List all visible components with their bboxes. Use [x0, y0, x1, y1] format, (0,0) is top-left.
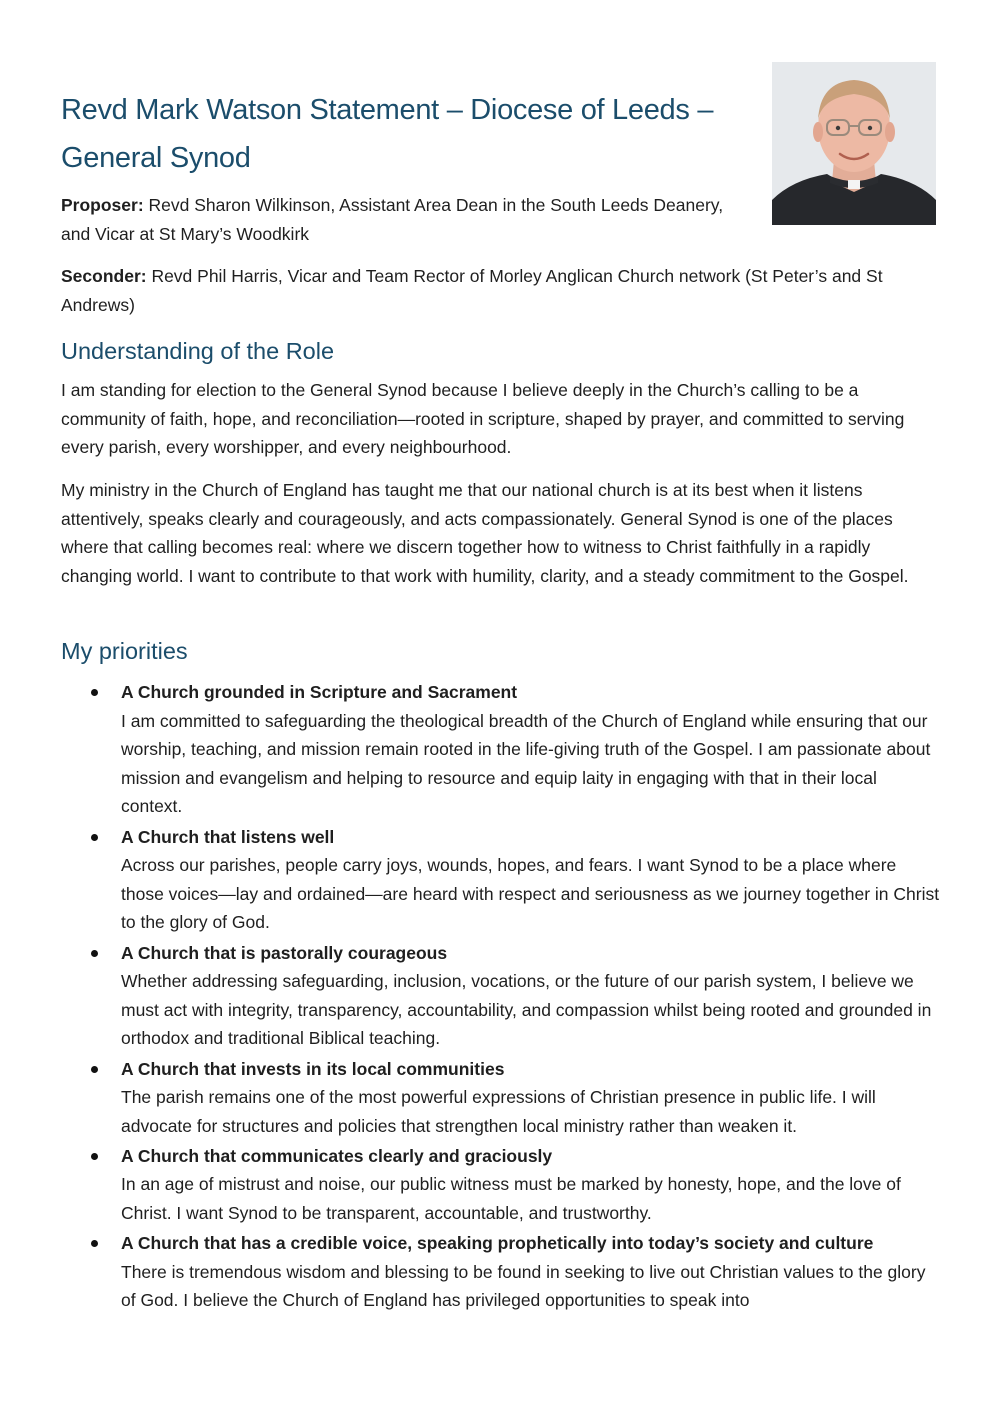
bullet-icon — [91, 1240, 98, 1247]
priority-text: Whether addressing safeguarding, inclusion, vocations, or the future of our parish system, I believe we must act with integrity, transparency, accountability, and compassion whilst being rooted and grounded in orthodox and traditional Biblical teaching. — [121, 971, 932, 1049]
priority-title: A Church that communicates clearly and graciously — [121, 1145, 553, 1166]
priority-item — [61, 823, 941, 937]
priority-text: The parish remains one of the most powerful expressions of Christian presence in public life. I will advocate for structures and policies that strengthen local ministry rather than weaken it. — [121, 1087, 876, 1136]
priorities-heading: My priorities — [61, 638, 188, 664]
portrait-image — [772, 62, 936, 225]
proposer-label: Proposer: — [61, 195, 144, 215]
bullet-icon — [91, 1153, 98, 1160]
proposer-text: Revd Sharon Wilkinson, Assistant Area Dean in the South Leeds Deanery, and Vicar at St Mary’s Woodkirk — [61, 195, 724, 244]
bullet-icon — [91, 1066, 98, 1073]
priority-item — [61, 1055, 941, 1141]
seconder-label: Seconder: — [61, 266, 147, 286]
bullet-icon — [91, 950, 98, 957]
priority-text: There is tremendous wisdom and blessing to be found in seeking to live out Christian values to the glory of God. I believe the Church of England has privileged opportunities to speak into — [121, 1261, 926, 1311]
priority-title: A Church that invests in its local communities — [121, 1058, 505, 1079]
priority-text: In an age of mistrust and noise, our public witness must be marked by honesty, hope, and the love of Christ. I want Synod to be transparent, accountable, and trustworthy. — [121, 1174, 901, 1224]
priority-item — [61, 1142, 941, 1228]
priority-item — [61, 1229, 941, 1315]
bullet-icon — [91, 834, 98, 841]
page-title: Revd Mark Watson Statement – Diocese of Leeds – General Synod — [61, 94, 714, 174]
priority-title: A Church grounded in Scripture and Sacrament — [121, 682, 518, 702]
priority-text: Across our parishes, people carry joys, wounds, hopes, and fears. I want Synod to be a place where those voices—lay and ordained—are heard with respect and seriousness as we journey together in Christ to the glory of God. — [121, 855, 940, 933]
priority-item — [61, 678, 941, 821]
portrait-photo — [772, 62, 936, 225]
proposer-line — [61, 191, 741, 248]
priority-title: A Church that is pastorally courageous — [121, 942, 448, 963]
priority-title: A Church that listens well — [121, 826, 335, 847]
bullet-icon — [91, 689, 98, 696]
priority-text: I am committed to safeguarding the theological breadth of the Church of England while ensuring that our worship, teaching, and mission remain rooted in the life-giving truth of the Gospel. I am passionate about mission and evangelism and helping to resource and equip laity in engaging with that in their local context. — [121, 710, 931, 817]
seconder-text: Revd Phil Harris, Vicar and Team Rector of Morley Anglican Church network (St Peter’s and St Andrews) — [61, 266, 883, 315]
priorities-list — [61, 678, 941, 1317]
priority-item — [61, 939, 941, 1053]
priority-title: A Church that has a credible voice, speaking prophetically into today’s society and culture — [121, 1233, 874, 1254]
seconder-line — [61, 262, 941, 319]
role-paragraph-1: I am standing for election to the General Synod because I believe deeply in the Church’s calling to be a community of faith, hope, and reconciliation—rooted in scripture, shaped by prayer, and committed to serving every parish, every worshipper, and every neighbourhood. — [61, 380, 905, 458]
role-heading: Understanding of the Role — [61, 338, 335, 364]
role-paragraph-2: My ministry in the Church of England has taught me that our national church is at its best when it listens attentively, speaks clearly and courageously, and acts compassionately. General Synod is one of the places where that calling becomes real: where we discern together how to witness to Christ faithfully in a rapidly changing world. I want to contribute to that work with humility, clarity, and a steady commitment to the Gospel. — [61, 480, 909, 586]
